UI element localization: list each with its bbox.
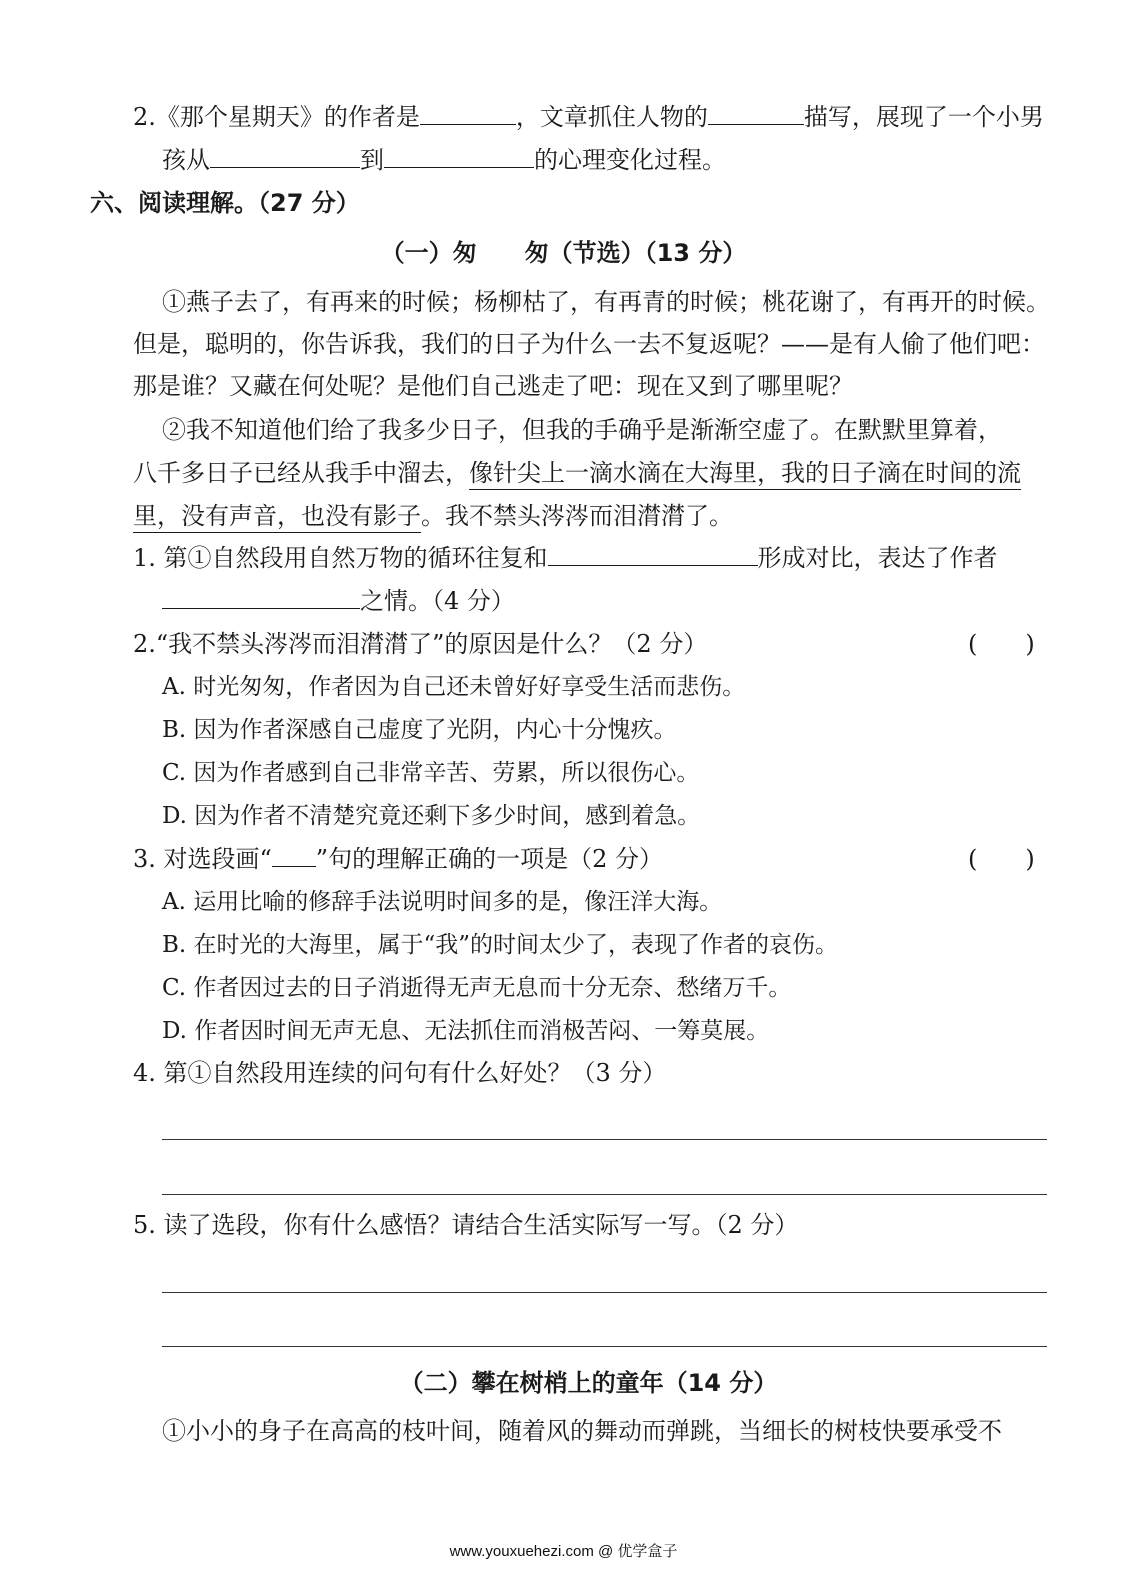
passage-2-para-1-line-1: ①小小的身子在高高的枝叶间，随着风的舞动而弹跳，当细长的树枝快要承受不 [162,1417,1002,1445]
q1-text-c: 之情。（4 分） [360,587,515,615]
q1-text-b: 形成对比，表达了作者 [757,544,998,572]
q2-text-5: 到 [360,146,384,174]
q1-line-1 [133,541,998,575]
q2-text-4: 孩从 [162,146,210,174]
passage-2-title: （二）攀在树梢上的童年（14 分） [399,1369,778,1397]
q2-blank-description[interactable] [708,102,804,125]
q2-choice-stem: 2.“我不禁头涔涔而泪潸潸了”的原因是什么？（2 分） [133,630,708,658]
q1-blank-emotion[interactable] [162,586,360,609]
q4-answer-line-1[interactable] [162,1139,1047,1140]
q3-choice-stem [133,842,663,876]
q3-option-c[interactable]: C. 作者因过去的日子消逝得无声无息而十分无奈、愁绪万千。 [162,975,792,1001]
q5-answer-line-1[interactable] [162,1292,1047,1293]
q2-option-b[interactable]: B. 因为作者深感自己虚度了光阴，内心十分愧疚。 [162,717,677,743]
q3-option-b[interactable]: B. 在时光的大海里，属于“我”的时间太少了，表现了作者的哀伤。 [162,932,839,958]
para-2-underlined-sentence: 像针尖上一滴水滴在大海里，我的日子滴在时间的流 [469,459,1021,490]
q2-text-6: 的心理变化过程。 [534,146,726,174]
q3-stem-a: 3. 对选段画“ [133,845,272,873]
q2-blank-to[interactable] [384,145,534,168]
q2-text-2: ，文章抓住人物的 [515,103,708,131]
q2-option-c[interactable]: C. 因为作者感到自己非常辛苦、劳累，所以很伤心。 [162,760,700,786]
q1-blank-contrast[interactable] [548,543,758,566]
q2-option-d[interactable]: D. 因为作者不清楚究竟还剩下多少时间，感到着急。 [162,803,701,829]
passage-1-para-1-line-2: 但是，聪明的，你告诉我，我们的日子为什么一去不复返呢？——是有人偷了他们吧： [133,330,1045,358]
q4-stem: 4. 第①自然段用连续的问句有什么好处？（3 分） [133,1059,667,1087]
q2-option-a[interactable]: A. 时光匆匆，作者因为自己还未曾好好享受生活而悲伤。 [162,674,746,700]
passage-1-title: （一）匆 匆（节选）（13 分） [380,239,747,267]
q3-option-a[interactable]: A. 运用比喻的修辞手法说明时间多的是，像汪洋大海。 [162,889,723,915]
q3-option-d[interactable]: D. 作者因时间无声无息、无法抓住而消极苦闷、一筹莫展。 [162,1018,770,1044]
footer-watermark: www.youxuehezi.com @ 优学盒子 [449,1543,678,1560]
q5-answer-line-2[interactable] [162,1346,1047,1347]
passage-1-para-1-line-1: ①燕子去了，有再来的时候；杨柳枯了，有再青的时候；桃花谢了，有再开的时候。 [162,288,1050,316]
para-2-underlined-sentence-end: 里，没有声音，也没有影子 [133,502,421,533]
q3-stem-b: ”句的理解正确的一项是（2 分） [315,845,663,873]
passage-1-para-2-line-3 [133,499,733,533]
passage-1-para-2-line-2 [133,456,1021,490]
q1-line-2 [162,584,515,618]
q2-blank-author[interactable] [420,102,516,125]
passage-1-para-1-line-3: 那是谁？又藏在何处呢？是他们自己逃走了吧：现在又到了哪里呢？ [133,372,853,400]
q2-fill-line-1 [133,100,1044,134]
q2-answer-paren[interactable]: ( ) [968,630,1035,658]
q2-fill-line-2 [162,143,726,177]
para-2-plain-text: 八千多日子已经从我手中溜去， [133,459,469,487]
passage-1-para-2-line-1: ②我不知道他们给了我多少日子，但我的手确乎是渐渐空虚了。在默默里算着， [162,416,1002,444]
q2-blank-from[interactable] [210,145,360,168]
q2-text-3: 描写，展现了一个小男 [803,103,1044,131]
q5-stem: 5. 读了选段，你有什么感悟？请结合生活实际写一写。（2 分） [133,1211,799,1239]
para-2-plain-end: 。我不禁头涔涔而泪潸潸了。 [421,502,733,530]
q2-text-1: 2.《那个星期天》的作者是 [133,103,420,131]
q4-answer-line-2[interactable] [162,1194,1047,1195]
q3-answer-paren[interactable]: ( ) [968,845,1035,873]
q3-underline-sample [272,844,316,867]
section-six-title: 六、阅读理解。（27 分） [90,189,360,217]
q1-text-a: 1. 第①自然段用自然万物的循环往复和 [133,544,548,572]
